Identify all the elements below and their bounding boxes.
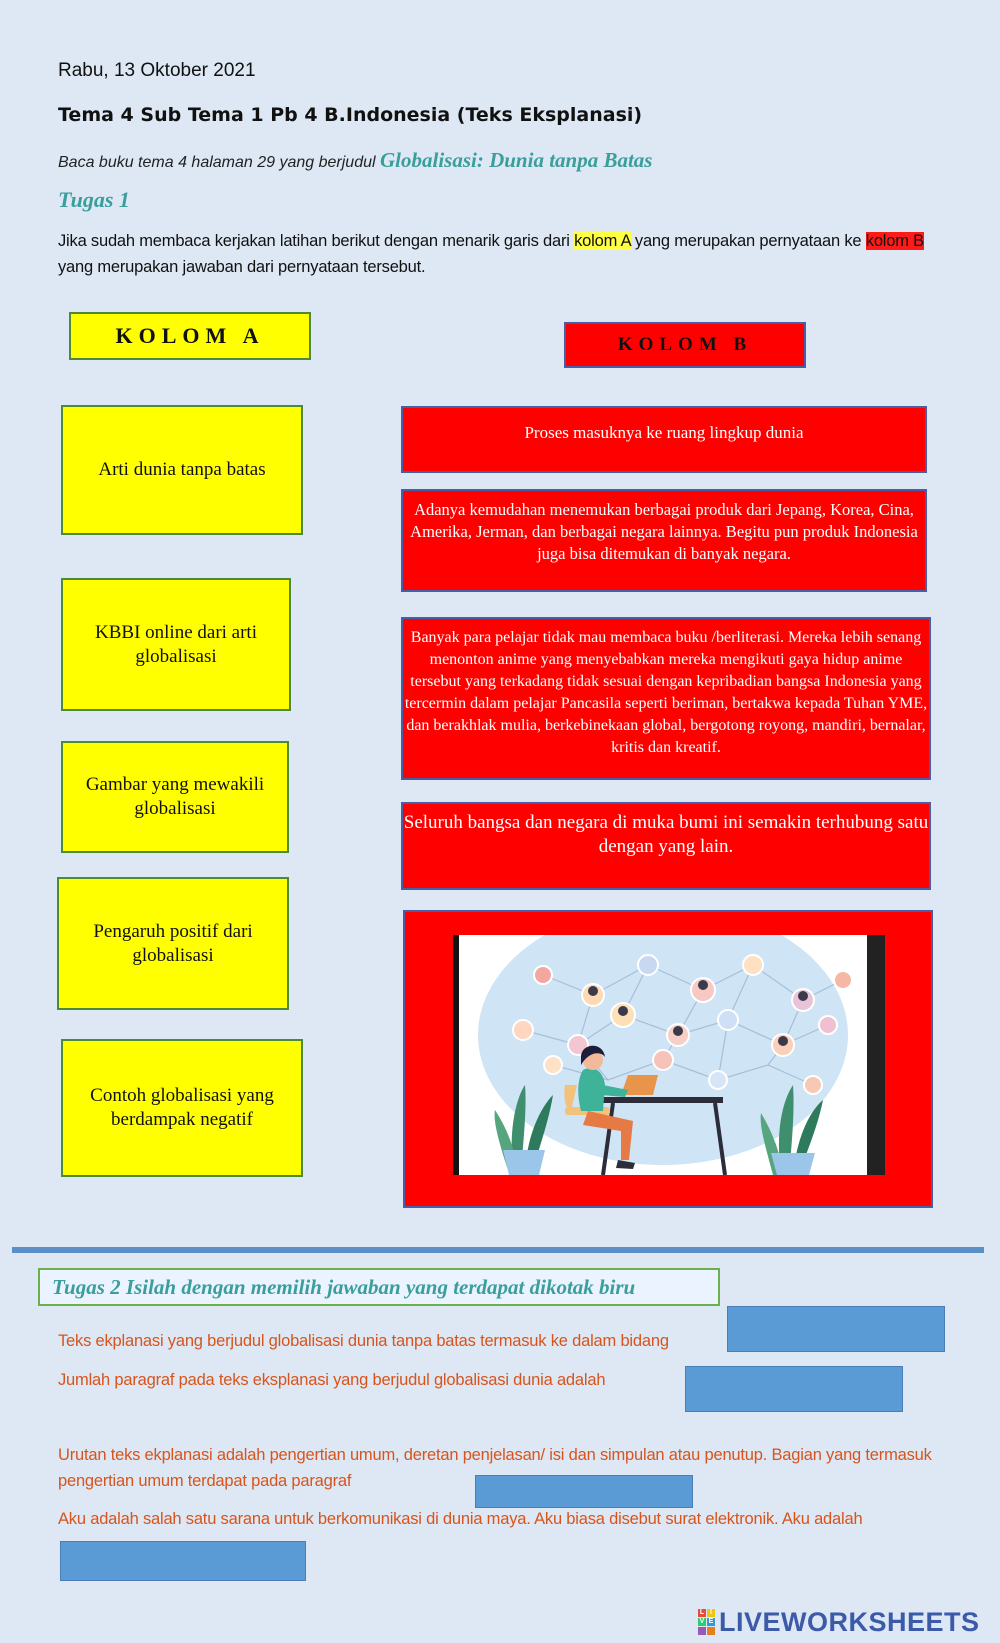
kolom-b-item[interactable]: Banyak para pelajar tidak mau membaca buku /berliterasi. Mereka lebih senang menonton anime yang menyebabkan mereka mengikuti gaya hidup anime tersebut yang terkadang tidak sesuai dengan kepribadian bangsa Indonesia yang tercermin dalam pelajar Pancasila seperti beriman, bertakwa kepada Tuhan YME, dan berakhlak mulia, berkebinekaan global, bergotong royong, mandiri, bernalar, kritis dan kreatif. bbox=[401, 617, 931, 780]
section-divider bbox=[12, 1247, 984, 1253]
answer-drop-box[interactable] bbox=[685, 1366, 903, 1412]
tugas1-instruction bbox=[58, 228, 938, 280]
question-text: Aku adalah salah satu sarana untuk berkomunikasi di dunia maya. Aku biasa disebut surat elektronik. Aku adalah bbox=[58, 1510, 863, 1528]
kolom-a-item[interactable]: Contoh globalisasi yang berdampak negatif bbox=[61, 1039, 303, 1177]
logo-grid-cell bbox=[707, 1627, 715, 1635]
kolom-a-item[interactable]: Pengaruh positif dari globalisasi bbox=[57, 877, 289, 1010]
kolom-b-item[interactable]: Proses masuknya ke ruang lingkup dunia bbox=[401, 406, 927, 473]
answer-drop-box[interactable] bbox=[60, 1541, 306, 1581]
instruction-prefix: Baca buku tema 4 halaman 29 yang berjudul bbox=[58, 154, 380, 171]
answer-drop-box[interactable] bbox=[727, 1306, 945, 1352]
logo-text: LIVEWORKSHEETS bbox=[719, 1606, 980, 1637]
tugas1-heading: Tugas 1 bbox=[58, 187, 130, 212]
kolom-b-header: KOLOM B bbox=[564, 322, 806, 368]
worksheet-title: Tema 4 Sub Tema 1 Pb 4 B.Indonesia (Teks Eksplanasi) bbox=[58, 104, 643, 126]
kolom-a-highlight: kolom A bbox=[574, 232, 631, 250]
kolom-a-header: KOLOM A bbox=[69, 312, 311, 360]
logo-grid-cell: L bbox=[699, 1609, 705, 1616]
logo-grid-cell bbox=[698, 1627, 706, 1635]
date-text: Rabu, 13 Oktober 2021 bbox=[58, 60, 256, 81]
tugas2-heading: Tugas 2 Isilah dengan memilih jawaban yang terdapat dikotak biru bbox=[38, 1268, 720, 1306]
kolom-b-item[interactable]: Seluruh bangsa dan negara di muka bumi ini semakin terhubung satu dengan yang lain. bbox=[401, 802, 931, 890]
kolom-a-item[interactable]: Gambar yang mewakili globalisasi bbox=[61, 741, 289, 853]
instruction-part-1: Jika sudah membaca kerjakan latihan berikut dengan menarik garis dari bbox=[58, 232, 575, 250]
kolom-a-item[interactable]: KBBI online dari arti globalisasi bbox=[61, 578, 291, 711]
kolom-a-item[interactable]: Arti dunia tanpa batas bbox=[61, 405, 303, 535]
reading-instruction bbox=[58, 148, 652, 173]
question-text: Urutan teks ekplanasi adalah pengertian umum, deretan penjelasan/ isi dan simpulan atau penutup. Bagian yang termasuk pengertian umum terdapat pada paragraf bbox=[58, 1446, 932, 1490]
liveworksheets-logo bbox=[698, 1608, 980, 1636]
instruction-part-2: yang merupakan pernyataan ke bbox=[630, 232, 866, 250]
book-title: Globalisasi: Dunia tanpa Batas bbox=[380, 148, 653, 172]
kolom-b-highlight: kolom B bbox=[865, 232, 924, 250]
globalization-illustration-icon bbox=[453, 935, 885, 1175]
question-text: Teks ekplanasi yang berjudul globalisasi dunia tanpa batas termasuk ke dalam bidang bbox=[58, 1332, 669, 1350]
instruction-part-3: yang merupakan jawaban dari pernyataan tersebut. bbox=[58, 258, 426, 276]
logo-grid-cell: E bbox=[708, 1618, 714, 1625]
kolom-b-item[interactable]: Adanya kemudahan menemukan berbagai produk dari Jepang, Korea, Cina, Amerika, Jerman, dan berbagai negara lainnya. Begitu pun produk Indonesia juga bisa ditemukan di banyak negara. bbox=[401, 489, 927, 592]
logo-grid-cell: V bbox=[699, 1618, 705, 1625]
kolom-b-image-item[interactable] bbox=[403, 910, 933, 1208]
answer-drop-box[interactable] bbox=[475, 1475, 693, 1508]
logo-grid-cell: I bbox=[707, 1609, 715, 1617]
logo-grid-icon bbox=[698, 1609, 715, 1635]
question-text: Jumlah paragraf pada teks eksplanasi yang berjudul globalisasi dunia adalah bbox=[58, 1371, 606, 1389]
